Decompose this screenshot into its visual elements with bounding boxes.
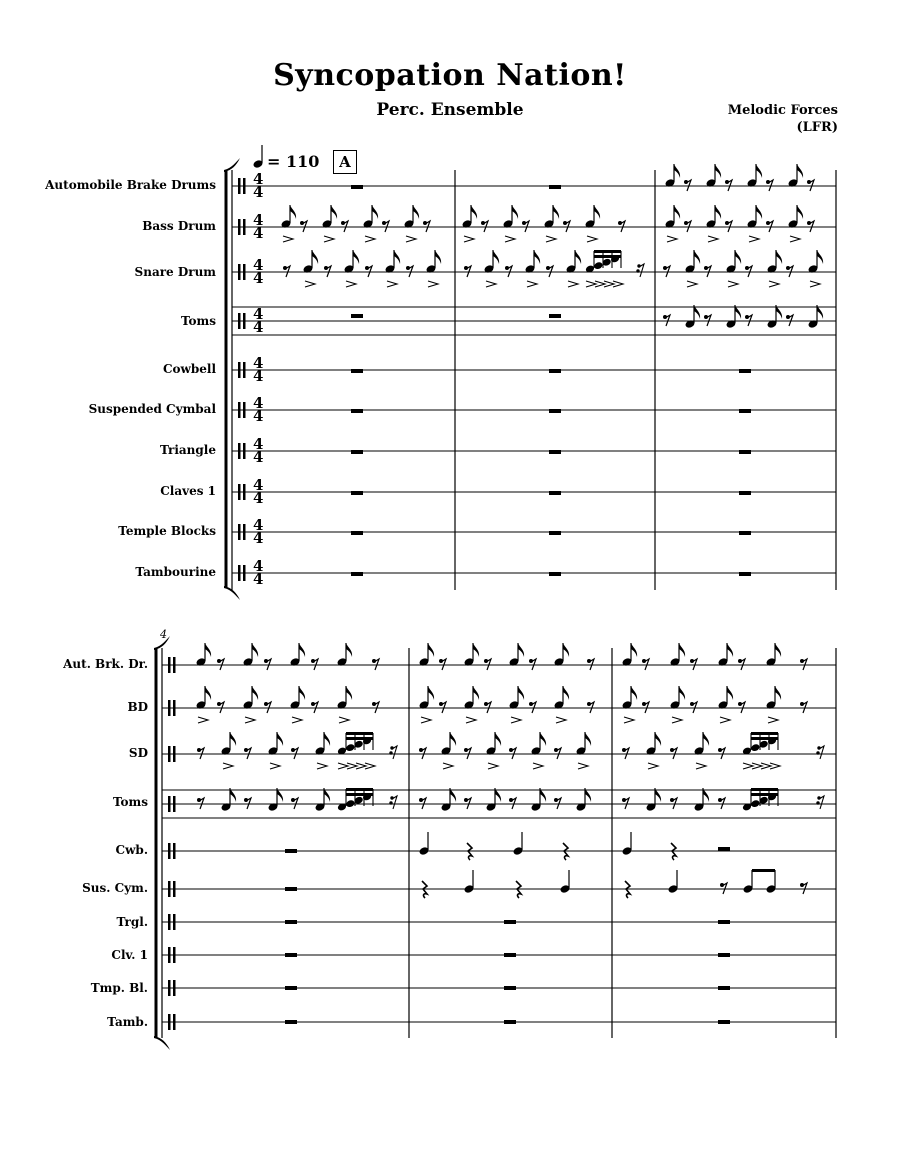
instrument-short-label-6: Sus. Cym. xyxy=(82,881,148,895)
measure-number: 4 xyxy=(160,628,167,641)
svg-text:4: 4 xyxy=(253,224,264,242)
svg-text:4: 4 xyxy=(253,256,264,274)
instrument-label-10: Tambourine xyxy=(135,565,216,579)
instrument-short-label-2: BD xyxy=(127,700,148,714)
svg-text:4: 4 xyxy=(253,516,264,534)
instrument-short-label-10: Tamb. xyxy=(107,1015,148,1029)
instrument-short-label-9: Tmp. Bl. xyxy=(90,981,148,995)
composer: Melodic Forces xyxy=(727,103,838,118)
svg-text:4: 4 xyxy=(253,354,264,372)
instrument-label-6: Suspended Cymbal xyxy=(88,402,216,416)
instrument-short-label-4: Toms xyxy=(112,795,148,809)
instrument-short-label-3: SD xyxy=(128,746,148,760)
instrument-label-5: Cowbell xyxy=(162,362,216,376)
svg-text:4: 4 xyxy=(253,557,264,575)
score-subtitle: Perc. Ensemble xyxy=(376,100,524,120)
svg-text:4: 4 xyxy=(253,407,264,425)
instrument-short-label-7: Trgl. xyxy=(116,915,148,929)
svg-text:4: 4 xyxy=(253,570,264,588)
svg-text:4: 4 xyxy=(253,435,264,453)
svg-text:4: 4 xyxy=(253,318,264,336)
instrument-label-1: Automobile Brake Drums xyxy=(45,178,216,192)
instrument-short-label-5: Cwb. xyxy=(115,843,148,857)
instrument-label-4: Toms xyxy=(180,314,216,328)
svg-text:4: 4 xyxy=(253,269,264,287)
instrument-label-3: Snare Drum xyxy=(134,265,216,279)
instrument-label-2: Bass Drum xyxy=(142,219,216,233)
svg-text:4: 4 xyxy=(253,211,264,229)
svg-text:4: 4 xyxy=(253,394,264,412)
svg-text:4: 4 xyxy=(253,367,264,385)
tempo-marking: = 110 xyxy=(267,152,320,171)
instrument-short-label-8: Clv. 1 xyxy=(111,948,148,962)
svg-text:4: 4 xyxy=(253,448,264,466)
svg-text:4: 4 xyxy=(253,489,264,507)
svg-text:4: 4 xyxy=(253,183,264,201)
svg-text:4: 4 xyxy=(253,529,264,547)
instrument-label-9: Temple Blocks xyxy=(118,524,216,538)
score-title: Syncopation Nation! xyxy=(273,58,627,93)
rehearsal-mark: A xyxy=(333,150,357,174)
svg-text:4: 4 xyxy=(253,170,264,188)
instrument-short-label-1: Aut. Brk. Dr. xyxy=(63,657,148,671)
instrument-label-7: Triangle xyxy=(159,443,216,457)
svg-text:4: 4 xyxy=(253,476,264,494)
instrument-label-8: Claves 1 xyxy=(160,484,216,498)
svg-text:4: 4 xyxy=(253,305,264,323)
arranger: (LFR) xyxy=(796,120,838,135)
